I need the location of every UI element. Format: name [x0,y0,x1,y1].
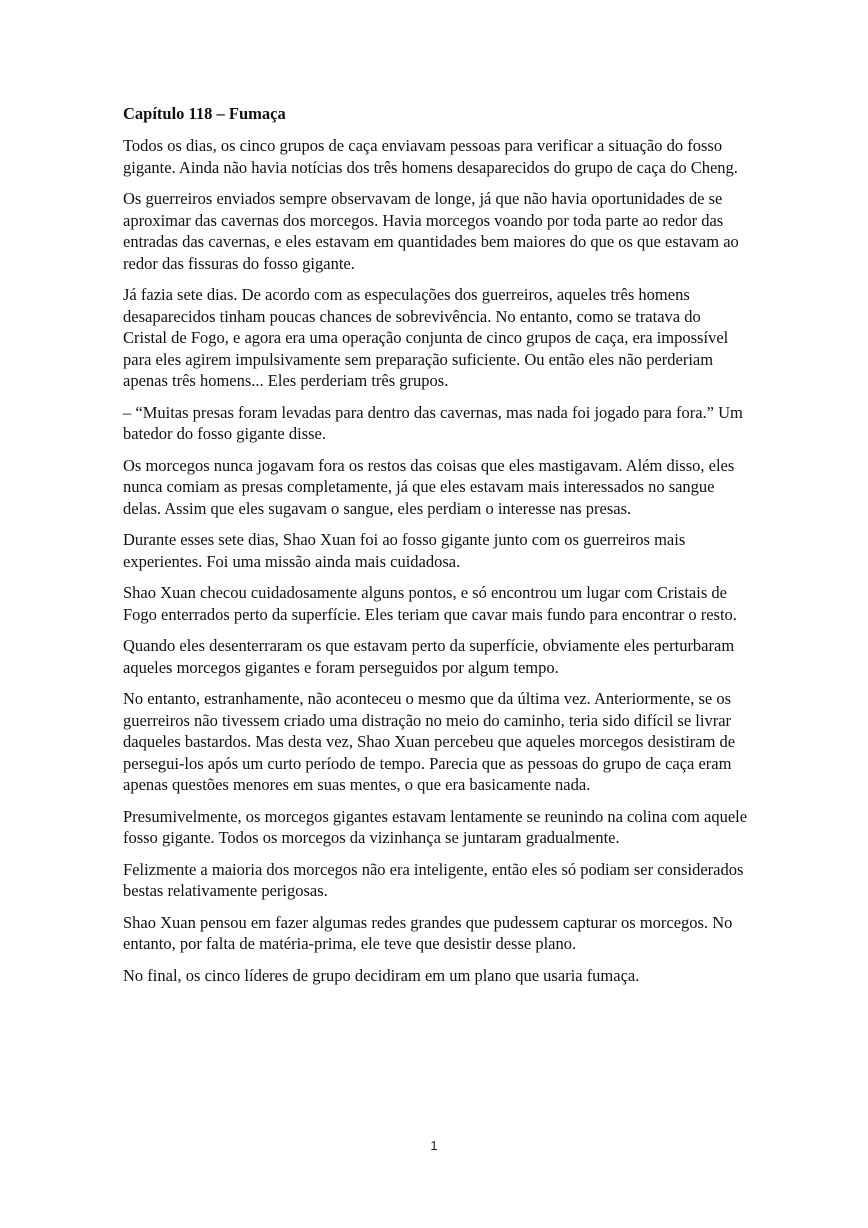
document-body [123,103,748,996]
paragraph-6: Durante esses sete dias, Shao Xuan foi ao fosso gigante junto com os guerreiros mais experientes. Foi uma missão ainda mais cuidadosa. [123,530,686,571]
paragraph-5: Os morcegos nunca jogavam fora os restos das coisas que eles mastigavam. Além disso, eles nunca comiam as presas completamente, já que eles estavam mais interessados no sangue delas. Assim que eles sugavam o sangue, eles perdiam o interesse nas presas. [123,455,735,518]
paragraph-4: – “Muitas presas foram levadas para dentro das cavernas, mas nada foi jogado para fora.” Um batedor do fosso gigante disse. [123,402,743,443]
paragraph-7: Shao Xuan checou cuidadosamente alguns pontos, e só encontrou um lugar com Cristais de Fogo enterrados perto da superfície. Eles teriam que cavar mais fundo para encontrar o resto. [123,583,737,624]
paragraph-11: Felizmente a maioria dos morcegos não era inteligente, então eles só podiam ser considerados bestas relativamente perigosas. [123,859,744,900]
page-number: 1 [430,1138,438,1153]
paragraph-9: No entanto, estranhamente, não aconteceu o mesmo que da última vez. Anteriormente, se os guerreiros não tivessem criado uma distração no meio do caminho, teria sido difícil se livrar daqueles bastardos. Mas desta vez, Shao Xuan percebeu que aqueles morcegos desistiram de persegui-los após um curto período de tempo. Parecia que as pessoas do grupo de caça eram apenas questões menores em suas mentes, o que era basicamente nada. [123,689,736,794]
paragraph-13: No final, os cinco líderes de grupo decidiram em um plano que usaria fumaça. [123,965,640,985]
paragraph-8: Quando eles desenterraram os que estavam perto da superfície, obviamente eles perturbaram aqueles morcegos gigantes e foram perseguidos por algum tempo. [123,636,735,677]
paragraph-3: Já fazia sete dias. De acordo com as especulações dos guerreiros, aqueles três homens desaparecidos tinham poucas chances de sobrevivência. No entanto, como se tratava do Cristal de Fogo, e agora era uma operação conjunta de cinco grupos de caça, era impossível para eles agirem impulsivamente sem preparação suficiente. Ou então eles não perderiam apenas três homens... Eles perderiam três grupos. [123,285,729,390]
paragraph-12: Shao Xuan pensou em fazer algumas redes grandes que pudessem capturar os morcegos. No entanto, por falta de matéria-prima, ele teve que desistir desse plano. [123,912,733,953]
paragraph-2: Os guerreiros enviados sempre observavam de longe, já que não havia oportunidades de se aproximar das cavernas dos morcegos. Havia morcegos voando por toda parte ao redor das entradas das cavernas, e eles estavam em quantidades bem maiores do que os que estavam ao redor das fissuras do fosso gigante. [123,189,739,273]
chapter-title: Capítulo 118 – Fumaça [123,104,286,123]
paragraph-1: Todos os dias, os cinco grupos de caça enviavam pessoas para verificar a situação do fosso gigante. Ainda não havia notícias dos três homens desaparecidos do grupo de caça do Cheng. [123,136,738,177]
paragraph-10: Presumivelmente, os morcegos gigantes estavam lentamente se reunindo na colina com aquele fosso gigante. Todos os morcegos da vizinhança se juntaram gradualmente. [123,806,748,847]
